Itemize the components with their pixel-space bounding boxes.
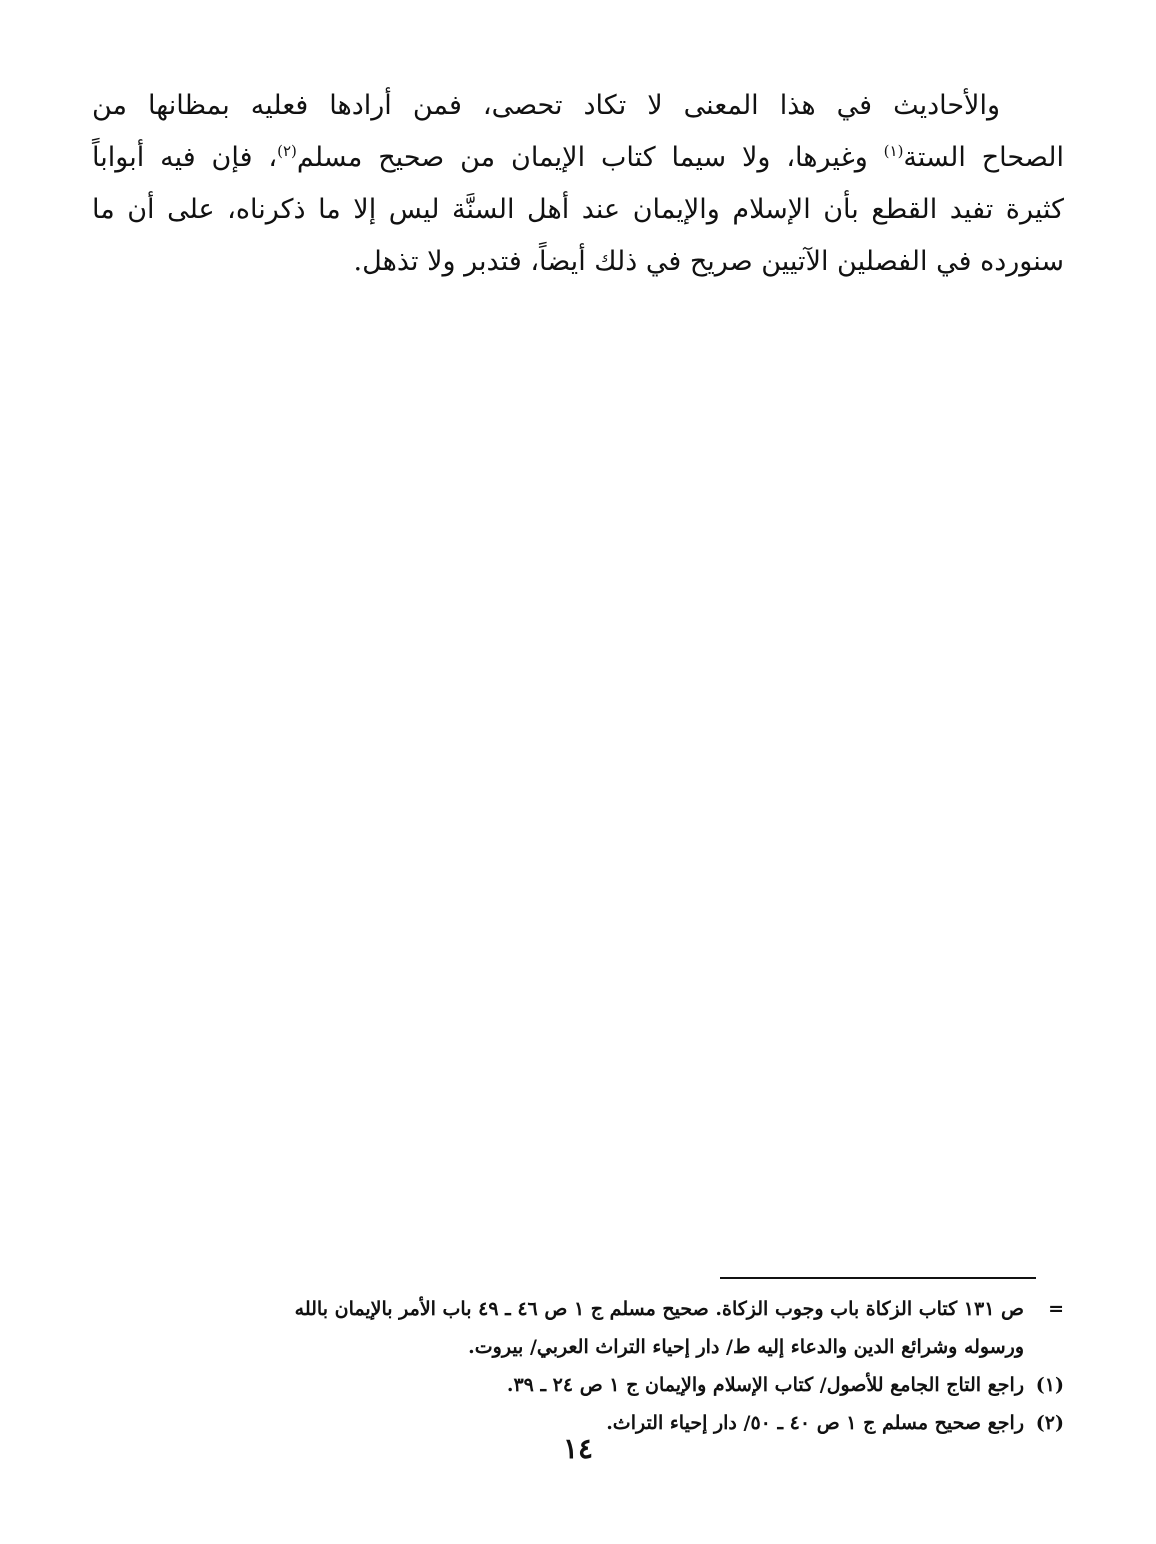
footnote-1-marker: (١) [1035,1374,1064,1396]
footnote-2-marker: (٢) [1035,1412,1064,1434]
footnote-separator [720,1277,1036,1279]
footnote-2-text: راجع صحيح مسلم ج ١ ص ٤٠ ـ ٥٠/ دار إحياء التراث. [606,1412,1024,1434]
paragraph-line-2-part-b: وغيرها، ولا سيما كتاب الإيمان من صحيح مسلم [296,142,868,173]
footnote-ref-2[interactable]: (٢) [277,142,297,160]
paragraph-line-4: سنورده في الفصلين الآتيين صريح في ذلك أيضاً، فتدبر ولا تذهل. [353,246,1064,277]
paragraph-line-2-part-a: الصحاح الستة [903,142,1064,173]
footnote-continued-line-1: ص ١٣١ كتاب الزكاة باب وجوب الزكاة. صحيح مسلم ج ١ ص ٤٦ ـ ٤٩ باب الأمر بالإيمان بالله [294,1298,1024,1320]
footnote-continued-line-2-row [84,1328,1064,1366]
footnote-1 [84,1366,1064,1404]
paragraph-line-1: والأحاديث في هذا المعنى لا تكاد تحصى، فمن أرادها فعليه بمظانها من [92,90,1000,121]
footnotes-section [84,1290,1064,1442]
paragraph-line-2-part-c: ، فإن فيه أبواباً [92,142,278,173]
footnote-ref-1[interactable]: (١) [883,142,904,160]
footnote-continued [84,1290,1064,1328]
page-number: ١٤ [562,1432,594,1465]
footnote-continued-marker: = [1048,1298,1064,1320]
paragraph-line-2 [92,132,1064,184]
main-paragraph [92,80,1064,288]
footnote-continued-line-2: ورسوله وشرائع الدين والدعاء إليه ط/ دار إحياء التراث العربي/ بيروت. [468,1336,1024,1358]
footnote-1-text: راجع التاج الجامع للأصول/ كتاب الإسلام والإيمان ج ١ ص ٢٤ ـ ٣٩. [506,1374,1024,1396]
paragraph-line-3: كثيرة تفيد القطع بأن الإسلام والإيمان عند أهل السنَّة ليس إلا ما ذكرناه، على أن ما [92,194,1064,225]
